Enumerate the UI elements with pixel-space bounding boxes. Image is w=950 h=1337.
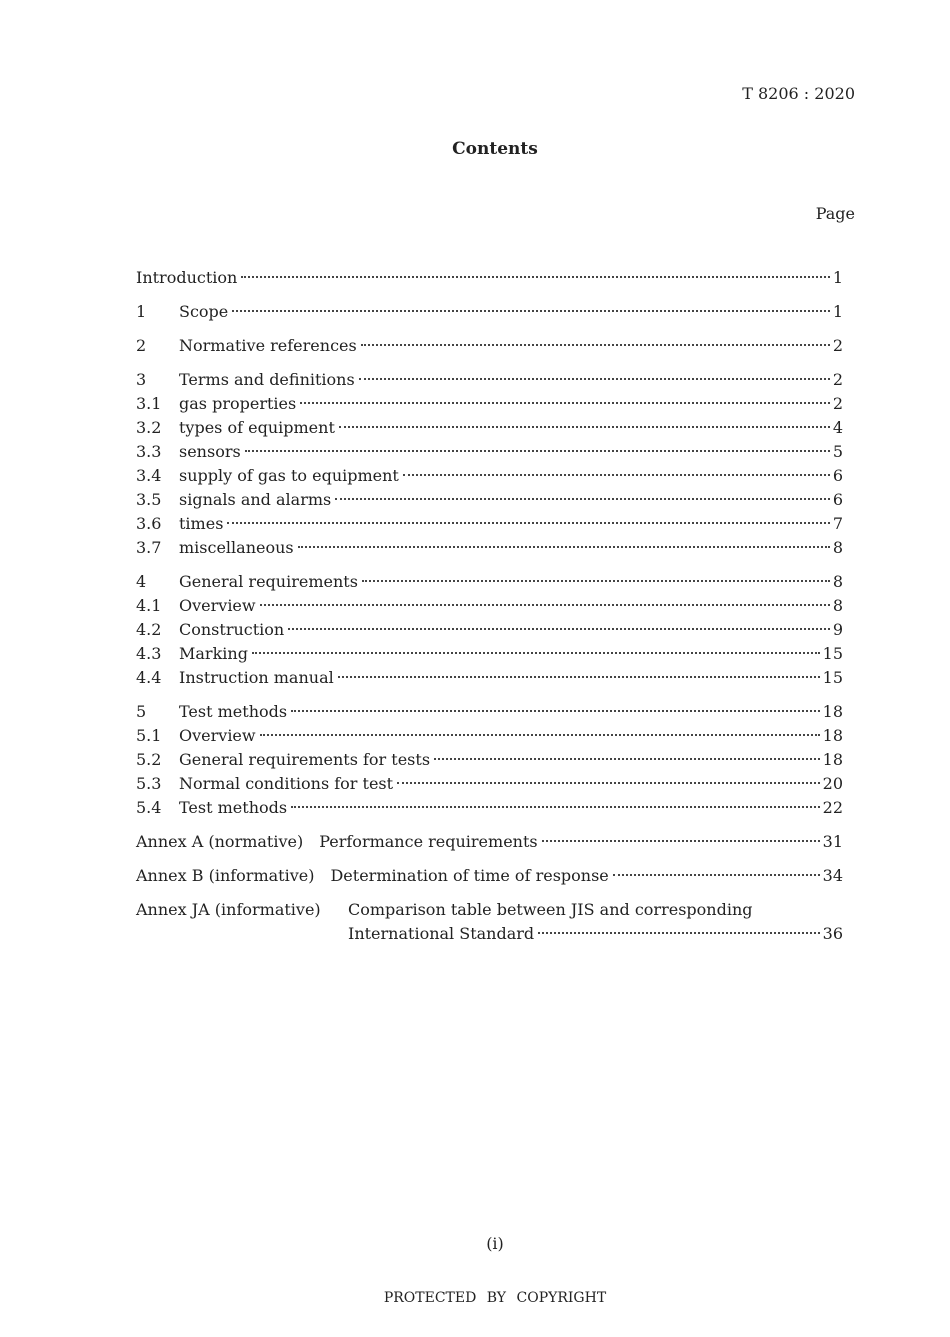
toc-entry-page: 2 <box>832 370 843 389</box>
toc-entry-page: 15 <box>822 644 843 663</box>
copyright-footer: PROTECTED BY COPYRIGHT <box>383 1290 607 1306</box>
toc-entry-number: 4.1 <box>136 596 162 615</box>
toc-entry-number: 5 <box>136 702 147 721</box>
toc-entry-label: sensors <box>179 442 241 461</box>
toc-entry-label: Normal conditions for test <box>179 774 394 793</box>
toc-entry-page: 2 <box>832 336 843 355</box>
toc-entry-number: 5.2 <box>136 750 162 769</box>
dot-leader <box>260 734 820 736</box>
toc-entry-page: 15 <box>822 668 843 687</box>
toc-entry-4-1[interactable] <box>136 594 843 618</box>
toc-entry-label-line-1: Comparison table between JIS and corresponding <box>348 900 753 919</box>
toc-entry-page: 1 <box>832 302 843 321</box>
dot-leader <box>538 932 819 934</box>
toc-entry-number: 3.7 <box>136 538 162 557</box>
toc-entry-number: 5.4 <box>136 798 162 817</box>
dot-leader <box>232 310 830 312</box>
page-column-label: Page <box>815 204 855 223</box>
toc-entry-number: 1 <box>136 302 147 321</box>
annex-designation: Annex A (normative) <box>136 832 304 851</box>
dot-leader <box>613 874 820 876</box>
toc-entry-label: Scope <box>179 302 229 321</box>
toc-entry-number: 4.2 <box>136 620 162 639</box>
toc-entry-annex-b[interactable] <box>136 864 843 888</box>
toc-entry-3-3[interactable] <box>136 440 843 464</box>
toc-entry-page: 9 <box>832 620 843 639</box>
toc-entry-5-3[interactable] <box>136 772 843 796</box>
toc-entry-page: 4 <box>832 418 843 437</box>
toc-entry-4-4[interactable] <box>136 666 843 690</box>
toc-entry-page: 1 <box>832 268 843 287</box>
toc-entry-label: miscellaneous <box>179 538 294 557</box>
toc-entry-number: 3.1 <box>136 394 162 413</box>
toc-entry-annex-ja[interactable] <box>136 898 843 946</box>
toc-entry-3-7[interactable] <box>136 536 843 560</box>
toc-entry-label: General requirements for tests <box>179 750 431 769</box>
toc-entry-number: 5.3 <box>136 774 162 793</box>
toc-entry-page: 5 <box>832 442 843 461</box>
toc-entry-label: Test methods <box>179 702 288 721</box>
dot-leader <box>241 276 829 278</box>
toc-entry-label: gas properties <box>179 394 297 413</box>
table-of-contents <box>136 266 843 946</box>
toc-entry-3[interactable] <box>136 368 843 392</box>
toc-entry-introduction[interactable] <box>136 266 843 290</box>
toc-entry-number: 3.6 <box>136 514 162 533</box>
toc-entry-label: supply of gas to equipment <box>179 466 399 485</box>
toc-entry-page: 6 <box>832 466 843 485</box>
toc-entry-label: Marking <box>179 644 248 663</box>
annex-designation: Annex JA (informative) <box>136 900 321 919</box>
toc-entry-label: Construction <box>179 620 285 639</box>
dot-leader <box>245 450 830 452</box>
dot-leader <box>288 628 830 630</box>
toc-entry-page: 18 <box>822 726 843 745</box>
toc-entry-page: 8 <box>832 572 843 591</box>
document-code: T 8206 : 2020 <box>742 84 855 103</box>
toc-entry-annex-a[interactable] <box>136 830 843 854</box>
toc-entry-4[interactable] <box>136 570 843 594</box>
toc-entry-label: Overview <box>179 596 256 615</box>
dot-leader <box>361 344 830 346</box>
toc-entry-label: Normative references <box>179 336 357 355</box>
toc-entry-label: Introduction <box>136 268 238 287</box>
dot-leader <box>339 426 830 428</box>
toc-entry-label: Performance requirements <box>319 832 538 851</box>
toc-entry-page: 18 <box>822 702 843 721</box>
annex-designation: Annex B (informative) <box>136 866 315 885</box>
toc-entry-number: 4.4 <box>136 668 162 687</box>
toc-entry-5-4[interactable] <box>136 796 843 820</box>
toc-entry-label: signals and alarms <box>179 490 332 509</box>
dot-leader <box>260 604 830 606</box>
toc-entry-page: 36 <box>822 924 843 943</box>
toc-entry-label: General requirements <box>179 572 358 591</box>
toc-entry-label: Test methods <box>179 798 288 817</box>
toc-entry-number: 3.3 <box>136 442 162 461</box>
toc-entry-page: 7 <box>832 514 843 533</box>
toc-entry-number: 4.3 <box>136 644 162 663</box>
toc-entry-3-2[interactable] <box>136 416 843 440</box>
toc-entry-number: 3 <box>136 370 147 389</box>
toc-entry-page: 8 <box>832 538 843 557</box>
page-folio: (i) <box>486 1234 504 1253</box>
toc-entry-page: 31 <box>822 832 843 851</box>
toc-entry-5-2[interactable] <box>136 748 843 772</box>
toc-entry-page: 20 <box>822 774 843 793</box>
toc-entry-page: 2 <box>832 394 843 413</box>
toc-entry-number: 3.2 <box>136 418 162 437</box>
toc-entry-label: Terms and definitions <box>179 370 355 389</box>
toc-entry-label: Instruction manual <box>179 668 334 687</box>
toc-entry-number: 3.5 <box>136 490 162 509</box>
toc-entry-2[interactable] <box>136 334 843 358</box>
toc-entry-3-1[interactable] <box>136 392 843 416</box>
toc-entry-page: 8 <box>832 596 843 615</box>
toc-entry-1[interactable] <box>136 300 843 324</box>
dot-leader <box>298 546 830 548</box>
dot-leader <box>542 840 820 842</box>
dot-leader <box>291 806 820 808</box>
toc-entry-page: 34 <box>822 866 843 885</box>
toc-entry-5-1[interactable] <box>136 724 843 748</box>
toc-entry-number: 5.1 <box>136 726 162 745</box>
toc-entry-label-line-2: International Standard <box>348 924 535 943</box>
dot-leader <box>338 676 820 678</box>
dot-leader <box>300 402 830 404</box>
page-title: Contents <box>452 139 538 159</box>
toc-entry-page: 22 <box>822 798 843 817</box>
toc-entry-label: Determination of time of response <box>330 866 609 885</box>
toc-entry-page: 18 <box>822 750 843 769</box>
toc-entry-label: times <box>179 514 224 533</box>
dot-leader <box>403 474 830 476</box>
toc-entry-4-3[interactable] <box>136 642 843 666</box>
toc-entry-4-2[interactable] <box>136 618 843 642</box>
dot-leader <box>359 378 830 380</box>
toc-entry-3-5[interactable] <box>136 488 843 512</box>
dot-leader <box>227 522 829 524</box>
toc-entry-page: 6 <box>832 490 843 509</box>
toc-entry-number: 3.4 <box>136 466 162 485</box>
toc-entry-3-6[interactable] <box>136 512 843 536</box>
dot-leader <box>362 580 830 582</box>
toc-entry-label: Overview <box>179 726 256 745</box>
toc-entry-5[interactable] <box>136 700 843 724</box>
dot-leader <box>291 710 820 712</box>
toc-entry-number: 4 <box>136 572 147 591</box>
dot-leader <box>434 758 820 760</box>
dot-leader <box>252 652 820 654</box>
toc-entry-3-4[interactable] <box>136 464 843 488</box>
dot-leader <box>335 498 830 500</box>
toc-entry-label: types of equipment <box>179 418 335 437</box>
dot-leader <box>397 782 820 784</box>
toc-entry-number: 2 <box>136 336 147 355</box>
